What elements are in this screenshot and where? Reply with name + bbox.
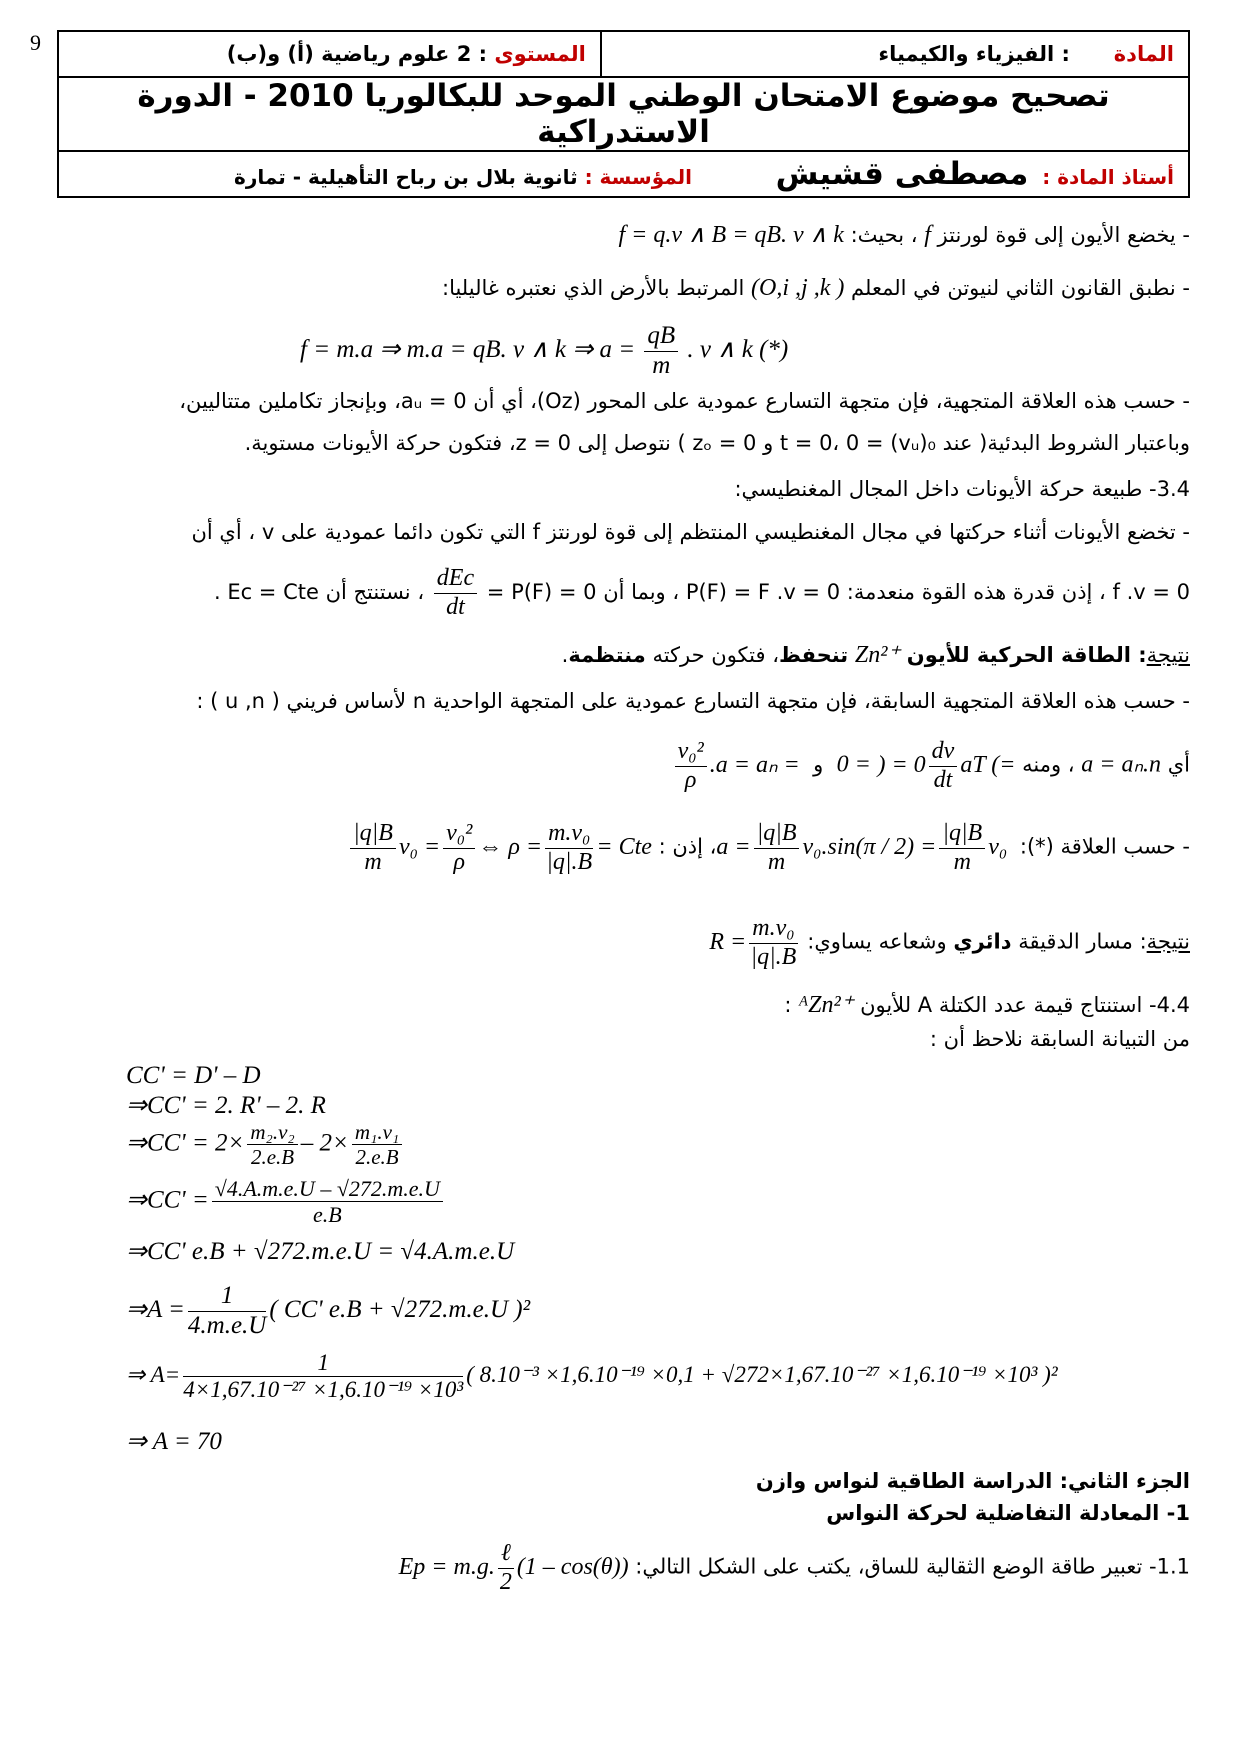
diagram-note: من التبيانة السابقة نلاحظ أن : [929,1027,1190,1051]
derivation-line-6: ⇒A = $\frac{1}{4.m.e.U}$ ( CC' e.B + √272.m.e.U )² [126,1282,531,1339]
document-title: تصحيح موضوع الامتحان الوطني الموحد للبكالوريا 2010 - الدورة الاستدراكية [58,77,1189,151]
teacher-name: مصطفى قشيش [775,156,1029,192]
derivation-line-2: ⇒CC' = 2. R' – 2. R [126,1092,326,1119]
lorentz-line: - يخضع الأيون إلى قوة لورنتز f ، بحيث: f = q.v ∧ B = qB. v ∧ k [618,222,1190,248]
frenet-line: - حسب هذه العلاقة المتجهية السابقة، فإن متجهة التسارع عمودية على المتجهة الواحدية n لأساس فريني ( u ,n ) : [196,689,1190,713]
acceleration-line: أي a = aₙ.n ، ومنه 0 = ) = 0 $\frac{dv}{dt}$ aT (= و $\frac{\text{v₀²}}{\rho}$ .a = aₙ = [672,738,1190,794]
lorentz-perpendicular-line: - تخضع الأيونات أثناء حركتها في مجال المغنطيسي المنتظم إلى قوة لورنتز f التي تكون دائما عمودية على v ، أي أن [191,520,1190,544]
level-label: المستوى [494,42,586,66]
newton-line: - نطبق القانون الثاني لنيوتن في المعلم (O,i ,j ,k ) المرتبط بالأرض الذي نعتبره غاليليا: [442,275,1190,301]
plane-motion-line-1: - حسب هذه العلاقة المتجهية، فإن متجهة التسارع عمودية على المحور (Oz)، أي أن aᵤ = 0، وبإنجاز تكاملين متتاليين، [179,389,1190,413]
page-number: 9 [30,30,41,55]
radius-derivation-line: - حسب العلاقة (*): a = $\frac{|q|B}{m}$ v₀.sin(π / 2) = $\frac{|q|B}{m}$ v₀ ، إذن : $\frac{|q|B}{m}$ v₀ = $\frac{\text{v₀²}}{\rho}$ ⇔ ρ = $\frac{\text{m.v₀}}{|q|.B}$ = Cte [347,820,1190,876]
level-value: : 2 علوم رياضية (أ) و(ب) [226,42,488,66]
result-kinetic-energy: نتيجة: الطاقة الحركية للأيون Zn²⁺ تنحفظ، فتكون حركته منتظمة. [561,642,1190,668]
header-table [57,30,1190,198]
section-3-4-heading: 3.4- طبيعة حركة الأيونات داخل المجال المغنطيسي: [734,477,1190,501]
subject-value: : الفيزياء والكيمياء [878,42,1070,66]
derivation-line-5: ⇒CC' e.B + √272.m.e.U = √4.A.m.e.U [126,1238,515,1265]
newton-equation: f = m.a ⇒ m.a = qB. v ∧ k ⇒ a = $\frac{qB}{m}$ . v ∧ k (*) [300,322,789,379]
derivation-result: ⇒ A = 70 [126,1428,222,1455]
section-1-1-line: 1.1- تعبير طاقة الوضع الثقالية للساق، يكتب على الشكل التالي: Ep = m.g. $\frac{\text{ℓ}}{2}$ (1 – cos(θ)) [398,1540,1190,1595]
derivation-line-7: ⇒ A= $\frac{1}{\text{4×1,67.10⁻²⁷ ×1,6.10⁻¹⁹ ×10³}}$ ( 8.10⁻³ ×1,6.10⁻¹⁹ ×0,1 + √272×1,67.10⁻²⁷ ×1,6.10⁻¹⁹ ×10³ )² [126,1350,1058,1403]
derivation-line-3: ⇒CC' = 2× $\frac{\text{m₂.v₂}}{2.e.B}$ – 2× $\frac{\text{m₁.v₁}}{2.e.B}$ [126,1120,405,1169]
plane-motion-line-2: وباعتبار الشروط البدئية( عند t = 0، 0 = (vᵤ)₀ و zₒ = 0 ) نتوصل إلى z = 0، فتكون حركة الأيونات مستوية. [244,431,1190,455]
section-1-heading: 1- المعادلة التفاضلية لحركة النواس [826,1501,1190,1525]
school-value: ثانوية بلال بن رباح التأهيلية - تمارة [234,165,578,189]
derivation-line-4: ⇒CC' = $\frac{√4.A.m.e.U - √272.m.e.U}{e.B}$ [126,1176,446,1228]
part-2-heading: الجزء الثاني: الدراسة الطاقية لنواس وازن [755,1469,1190,1493]
teacher-label: أستاذ المادة : [1042,165,1174,189]
derivation-line-1: CC' = D' – D [126,1062,261,1089]
lorentz-force-eq: f = q.v ∧ B = qB. v ∧ k [618,222,844,248]
section-4-4-heading: 4.4- استنتاج قيمة عدد الكتلة A للأيون ᴬZn²⁺ : [784,992,1190,1018]
school-label: المؤسسة : [584,165,693,189]
power-line: f .v = 0 ، إذن قدرة هذه القوة منعدمة: P(F) = F .v = 0 ، وبما أن 0 = P(F) = $\frac{\text{dEc}}{dt}$ ، نستنتج أن Ec = Cte . [213,565,1190,620]
subject-label: المادة [1113,42,1174,66]
result-circular-path: نتيجة: مسار الدقيقة دائري وشعاعه يساوي: R = $\frac{\text{m.v₀}}{|q|.B}$ [709,915,1190,970]
